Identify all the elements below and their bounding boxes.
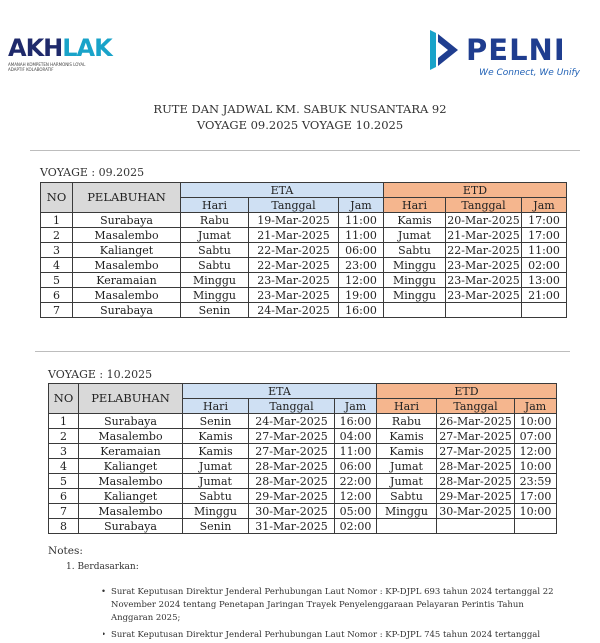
document-title — [0, 101, 600, 133]
pelni-tagline: We Connect, We Unify — [479, 68, 580, 78]
cell-etd-day: Jumat — [384, 228, 446, 243]
cell-etd-day: Sabtu — [384, 243, 446, 258]
cell-etd-date: 23-Mar-2025 — [447, 258, 520, 272]
cell-no: 4 — [41, 258, 73, 273]
divider-top — [30, 150, 580, 151]
cell-eta-time: 11:00 — [339, 213, 384, 228]
cell-etd-date: 27-Mar-2025 — [437, 444, 515, 459]
cell-eta-time: 11:00 — [335, 444, 377, 459]
cell-port: Surabaya — [79, 519, 183, 534]
table-row — [49, 504, 557, 519]
cell-eta-date: 27-Mar-2025 — [249, 429, 335, 444]
divider-middle — [35, 351, 570, 352]
cell-eta-date: 27-Mar-2025 — [249, 444, 335, 459]
eta-date-header: Tanggal — [249, 198, 339, 213]
cell-no: 7 — [49, 504, 79, 519]
cell-eta-day: Jumat — [181, 228, 249, 243]
cell-etd-date: 29-Mar-2025 — [437, 489, 515, 504]
cell-etd-date: 21-Mar-2025 — [447, 228, 520, 242]
cell-etd-date: 28-Mar-2025 — [437, 474, 515, 489]
cell-eta-date: 19-Mar-2025 — [249, 213, 339, 228]
cell-eta-day: Rabu — [181, 213, 249, 228]
cell-eta-date: 24-Mar-2025 — [249, 303, 339, 318]
table-row — [41, 243, 567, 258]
cell-etd-time: 11:00 — [522, 243, 567, 258]
cell-eta-time: 06:00 — [335, 459, 377, 474]
title-line-1: RUTE DAN JADWAL KM. SABUK NUSANTARA 92 — [153, 102, 447, 116]
cell-eta-time: 16:00 — [339, 303, 384, 318]
cell-no: 5 — [49, 474, 79, 489]
cell-eta-day: Sabtu — [181, 243, 249, 258]
cell-eta-date: 21-Mar-2025 — [249, 228, 339, 243]
cell-etd-time: 17:00 — [522, 213, 567, 228]
cell-eta-time: 19:00 — [339, 288, 384, 303]
cell-eta-date: 23-Mar-2025 — [249, 288, 339, 303]
cell-eta-day: Minggu — [183, 504, 249, 519]
cell-port: Kalianget — [73, 243, 181, 258]
etd-day-header: Hari — [377, 399, 437, 414]
cell-etd-time: 21:00 — [522, 288, 567, 303]
cell-eta-time: 06:00 — [339, 243, 384, 258]
cell-port: Masalembo — [73, 258, 181, 273]
cell-etd-date: 28-Mar-2025 — [437, 459, 515, 474]
cell-eta-date: 28-Mar-2025 — [249, 459, 335, 474]
table-row — [41, 228, 567, 243]
pelni-wordmark: PELNI — [466, 33, 566, 67]
table-row — [49, 519, 557, 534]
col-port-header: PELABUHAN — [79, 384, 183, 414]
cell-etd-day: Minggu — [384, 258, 446, 273]
table-row — [41, 273, 567, 288]
voyage-1-table — [40, 182, 567, 318]
notes-bullet-2 — [103, 629, 563, 643]
etd-day-header: Hari — [384, 198, 446, 213]
cell-etd-time: 17:00 — [515, 489, 557, 504]
cell-port: Masalembo — [73, 228, 181, 243]
cell-etd-date: 23-Mar-2025 — [447, 273, 520, 287]
cell-eta-time: 02:00 — [335, 519, 377, 534]
eta-time-header: Jam — [339, 198, 384, 213]
table-row — [41, 213, 567, 228]
cell-etd-time: 23:59 — [515, 474, 557, 489]
notes-item-1: 1. Berdasarkan: — [66, 562, 139, 572]
cell-etd-day: Minggu — [384, 288, 446, 303]
table-row — [41, 288, 567, 303]
eta-header: ETA — [181, 183, 384, 198]
etd-header: ETD — [384, 183, 567, 198]
cell-eta-time: 16:00 — [335, 414, 377, 429]
cell-etd-day — [377, 519, 437, 534]
cell-etd-day — [384, 303, 446, 318]
cell-no: 6 — [49, 489, 79, 504]
pelni-logo — [430, 30, 580, 78]
cell-port: Keramaian — [79, 444, 183, 459]
cell-port: Kalianget — [79, 459, 183, 474]
cell-no: 2 — [41, 228, 73, 243]
cell-etd-date: 27-Mar-2025 — [437, 429, 515, 444]
cell-eta-day: Sabtu — [183, 489, 249, 504]
table-row — [49, 429, 557, 444]
table-row — [49, 459, 557, 474]
cell-eta-date: 22-Mar-2025 — [249, 243, 339, 258]
cell-etd-time — [515, 519, 557, 534]
cell-port: Keramaian — [73, 273, 181, 288]
cell-port: Masalembo — [79, 504, 183, 519]
cell-eta-date: 23-Mar-2025 — [249, 273, 339, 288]
cell-port: Kalianget — [79, 489, 183, 504]
cell-etd-day: Kamis — [377, 444, 437, 459]
col-no-header: NO — [41, 183, 73, 213]
cell-eta-date: 24-Mar-2025 — [249, 414, 335, 429]
akhlak-logo — [8, 36, 112, 72]
cell-etd-time: 10:00 — [515, 459, 557, 474]
col-no-header: NO — [49, 384, 79, 414]
cell-eta-time: 22:00 — [335, 474, 377, 489]
cell-no: 4 — [49, 459, 79, 474]
cell-eta-day: Minggu — [181, 288, 249, 303]
cell-eta-day: Kamis — [183, 444, 249, 459]
cell-eta-date: 31-Mar-2025 — [249, 519, 335, 534]
eta-date-header: Tanggal — [249, 399, 335, 414]
table-row — [49, 474, 557, 489]
cell-eta-date: 30-Mar-2025 — [249, 504, 335, 519]
pelni-emblem-icon — [430, 30, 460, 70]
cell-etd-time: 02:00 — [522, 258, 567, 273]
cell-port: Surabaya — [79, 414, 183, 429]
cell-etd-time: 17:00 — [522, 228, 567, 243]
cell-port: Surabaya — [73, 213, 181, 228]
cell-eta-day: Senin — [183, 519, 249, 534]
etd-header: ETD — [377, 384, 557, 399]
bullet-text: • Surat Keputusan Direktur Jenderal Perhubungan Laut Nomor : KP-DJPL 693 tahun 2024 tertanggal 22 November 2024 tentang Penetapan Jaringan Trayek Penyelenggaraan Pelayaran Perintis Tahun Anggaran 2025; — [103, 586, 563, 625]
col-port-header: PELABUHAN — [73, 183, 181, 213]
table-row — [41, 303, 567, 318]
bullet-text: • Surat Keputusan Direktur Jenderal Perhubungan Laut Nomor : KP-DJPL 745 tahun 2024 tertanggal — [103, 629, 563, 642]
eta-time-header: Jam — [335, 399, 377, 414]
cell-etd-day: Kamis — [384, 213, 446, 228]
cell-eta-day: Jumat — [183, 474, 249, 489]
title-line-2: VOYAGE 09.2025 VOYAGE 10.2025 — [196, 118, 404, 132]
cell-no: 8 — [49, 519, 79, 534]
cell-etd-date: 23-Mar-2025 — [447, 288, 520, 302]
cell-etd-time: 07:00 — [515, 429, 557, 444]
cell-eta-time: 12:00 — [339, 273, 384, 288]
cell-eta-day: Minggu — [181, 273, 249, 288]
cell-etd-day: Kamis — [377, 429, 437, 444]
cell-eta-time: 12:00 — [335, 489, 377, 504]
cell-no: 6 — [41, 288, 73, 303]
table-row — [49, 489, 557, 504]
etd-time-header: Jam — [515, 399, 557, 414]
cell-etd-day: Rabu — [377, 414, 437, 429]
etd-time-header: Jam — [522, 198, 567, 213]
cell-eta-day: Sabtu — [181, 258, 249, 273]
cell-eta-day: Jumat — [183, 459, 249, 474]
cell-no: 3 — [41, 243, 73, 258]
notes-heading: Notes: — [48, 545, 83, 557]
notes-bullet-1 — [103, 586, 563, 625]
cell-etd-date: 26-Mar-2025 — [437, 414, 515, 429]
cell-etd-time — [522, 303, 567, 318]
cell-eta-day: Kamis — [183, 429, 249, 444]
cell-no: 2 — [49, 429, 79, 444]
cell-eta-day: Senin — [183, 414, 249, 429]
voyage-2-label: VOYAGE : 10.2025 — [48, 368, 153, 381]
cell-etd-day: Sabtu — [377, 489, 437, 504]
cell-etd-time: 10:00 — [515, 414, 557, 429]
voyage-1-label: VOYAGE : 09.2025 — [40, 166, 145, 179]
cell-etd-time: 10:00 — [515, 504, 557, 519]
cell-eta-day: Senin — [181, 303, 249, 318]
cell-etd-day: Jumat — [377, 459, 437, 474]
akhlak-wordmark: AKHLAK — [8, 34, 112, 62]
cell-eta-time: 04:00 — [335, 429, 377, 444]
cell-etd-date — [437, 519, 515, 534]
eta-day-header: Hari — [181, 198, 249, 213]
cell-port: Masalembo — [73, 288, 181, 303]
cell-port: Masalembo — [79, 429, 183, 444]
eta-header: ETA — [183, 384, 377, 399]
voyage-2-table — [48, 383, 557, 534]
cell-etd-date — [446, 303, 522, 318]
cell-no: 5 — [41, 273, 73, 288]
cell-etd-day: Minggu — [377, 504, 437, 519]
cell-eta-date: 28-Mar-2025 — [249, 474, 335, 489]
cell-no: 1 — [41, 213, 73, 228]
cell-eta-date: 29-Mar-2025 — [249, 489, 335, 504]
etd-date-header: Tanggal — [437, 399, 515, 414]
table-row — [41, 258, 567, 273]
cell-etd-time: 13:00 — [522, 273, 567, 288]
eta-day-header: Hari — [183, 399, 249, 414]
cell-etd-day: Minggu — [384, 273, 446, 288]
cell-no: 3 — [49, 444, 79, 459]
cell-etd-day: Jumat — [377, 474, 437, 489]
table-row — [49, 444, 557, 459]
cell-eta-date: 22-Mar-2025 — [249, 258, 339, 273]
cell-eta-time: 23:00 — [339, 258, 384, 273]
cell-etd-date: 30-Mar-2025 — [437, 504, 515, 519]
cell-etd-date: 22-Mar-2025 — [447, 243, 520, 257]
cell-port: Surabaya — [73, 303, 181, 318]
cell-eta-time: 11:00 — [339, 228, 384, 243]
table-row — [49, 414, 557, 429]
cell-port: Masalembo — [79, 474, 183, 489]
etd-date-header: Tanggal — [446, 198, 522, 213]
cell-etd-date: 20-Mar-2025 — [447, 213, 520, 227]
cell-no: 1 — [49, 414, 79, 429]
cell-etd-time: 12:00 — [515, 444, 557, 459]
cell-no: 7 — [41, 303, 73, 318]
akhlak-tagline: AMANAH KOMPETEN HARMONIS LOYAL ADAPTIF KOLABORATIF — [8, 62, 86, 72]
cell-eta-time: 05:00 — [335, 504, 377, 519]
